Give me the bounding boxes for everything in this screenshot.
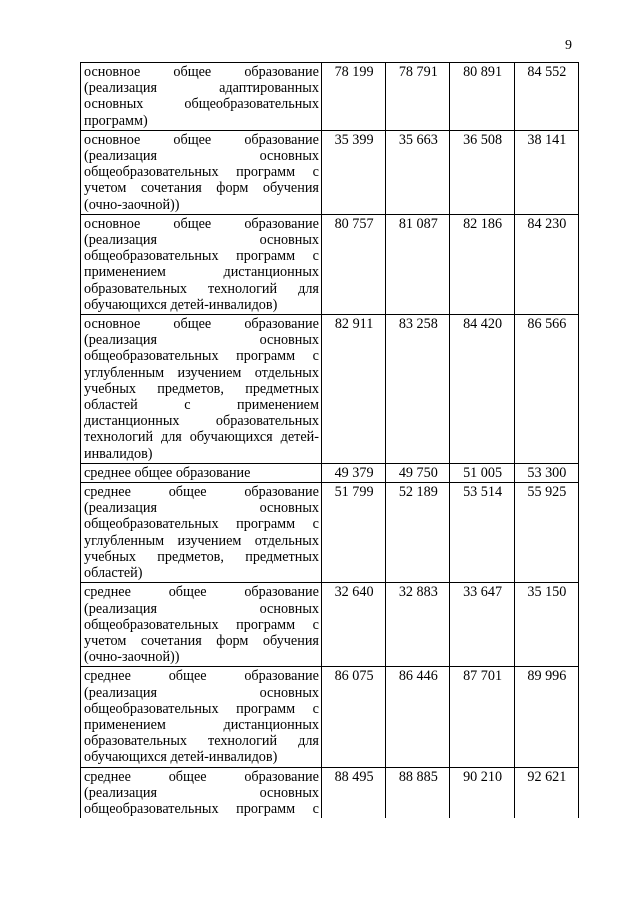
value-cell: 78 199 bbox=[321, 63, 385, 131]
row-description: среднее общее образование (реализация основных общеобразовательных программ с углубленным изучением отдельных учебных предметов, предметных областей) bbox=[81, 483, 322, 583]
value-cell: 32 883 bbox=[386, 583, 450, 667]
value-cell: 80 757 bbox=[321, 214, 385, 314]
value-cell: 33 647 bbox=[450, 583, 514, 667]
value-cell: 81 087 bbox=[386, 214, 450, 314]
value-cell: 78 791 bbox=[386, 63, 450, 131]
value-cell: 84 552 bbox=[514, 63, 578, 131]
row-description: основное общее образование (реализация основных общеобразовательных программ с применением дистанционных образовательных технологий для обучающихся детей-инвалидов) bbox=[81, 214, 322, 314]
value-cell: 35 399 bbox=[321, 130, 385, 214]
value-cell: 84 230 bbox=[514, 214, 578, 314]
value-cell: 32 640 bbox=[321, 583, 385, 667]
table-row bbox=[81, 483, 579, 583]
table-row bbox=[81, 63, 579, 131]
row-description: основное общее образование (реализация основных общеобразовательных программ с углубленным изучением отдельных учебных предметов, предметных областей с применением дистанционных образовательных технологий для обучающихся детей-инвалидов) bbox=[81, 315, 322, 464]
table-row bbox=[81, 463, 579, 482]
value-cell: 86 446 bbox=[386, 667, 450, 767]
value-cell: 38 141 bbox=[514, 130, 578, 214]
value-cell: 35 150 bbox=[514, 583, 578, 667]
value-cell: 92 621 bbox=[514, 767, 578, 818]
value-cell: 89 996 bbox=[514, 667, 578, 767]
row-description: основное общее образование (реализация адаптированных основных общеобразовательных программ) bbox=[81, 63, 322, 131]
value-cell: 49 379 bbox=[321, 463, 385, 482]
value-cell: 53 300 bbox=[514, 463, 578, 482]
value-cell: 49 750 bbox=[386, 463, 450, 482]
table-row bbox=[81, 767, 579, 818]
value-cell: 51 799 bbox=[321, 483, 385, 583]
value-cell: 88 495 bbox=[321, 767, 385, 818]
table-row bbox=[81, 583, 579, 667]
value-cell: 83 258 bbox=[386, 315, 450, 464]
value-cell: 80 891 bbox=[450, 63, 514, 131]
row-description: среднее общее образование (реализация основных общеобразовательных программ с учетом сочетания форм обучения (очно-заочной)) bbox=[81, 583, 322, 667]
value-cell: 84 420 bbox=[450, 315, 514, 464]
row-description: среднее общее образование (реализация основных общеобразовательных программ с применением дистанционных образовательных технологий для обучающихся детей-инвалидов) bbox=[81, 667, 322, 767]
value-cell: 52 189 bbox=[386, 483, 450, 583]
value-cell: 35 663 bbox=[386, 130, 450, 214]
table-row bbox=[81, 130, 579, 214]
value-cell: 86 075 bbox=[321, 667, 385, 767]
page-number: 9 bbox=[565, 38, 572, 53]
value-cell: 51 005 bbox=[450, 463, 514, 482]
row-description: среднее общее образование (реализация основных общеобразовательных программ с bbox=[81, 767, 322, 818]
value-cell: 88 885 bbox=[386, 767, 450, 818]
value-cell: 87 701 bbox=[450, 667, 514, 767]
table-row bbox=[81, 667, 579, 767]
value-cell: 86 566 bbox=[514, 315, 578, 464]
row-description: среднее общее образование bbox=[81, 463, 322, 482]
row-description: основное общее образование (реализация основных общеобразовательных программ с учетом сочетания форм обучения (очно-заочной)) bbox=[81, 130, 322, 214]
tariff-table bbox=[80, 62, 579, 818]
value-cell: 82 911 bbox=[321, 315, 385, 464]
table-row bbox=[81, 315, 579, 464]
value-cell: 90 210 bbox=[450, 767, 514, 818]
value-cell: 36 508 bbox=[450, 130, 514, 214]
value-cell: 53 514 bbox=[450, 483, 514, 583]
value-cell: 55 925 bbox=[514, 483, 578, 583]
value-cell: 82 186 bbox=[450, 214, 514, 314]
table-row bbox=[81, 214, 579, 314]
